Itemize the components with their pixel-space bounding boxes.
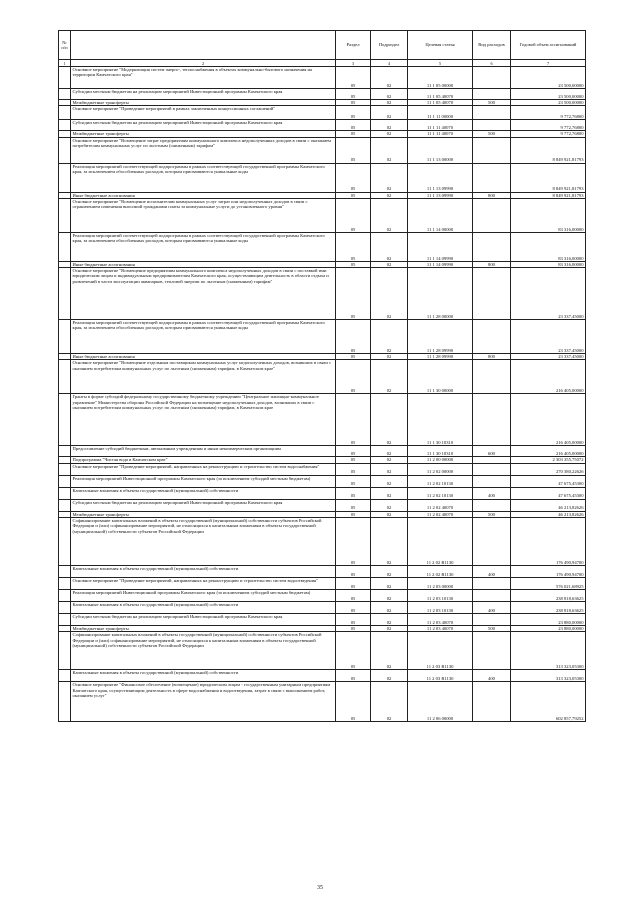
cell-amount: 83 316,00000 [511, 261, 586, 267]
cell-target-article: 11 1 14 09990 [408, 261, 473, 267]
cell-subsection: 02 [371, 320, 408, 354]
table-row [59, 499, 586, 511]
cell-amount: 176 490,94700 [511, 566, 586, 578]
cell-description: Межбюджетные трансферты [71, 100, 336, 106]
cell-description: Субсидии местным бюджетам на реализацию мероприятий Инвестиционной программы Камчатского края [71, 614, 336, 626]
table-row [59, 198, 586, 232]
cell-description: Субсидии местным бюджетам на реализацию мероприятий Инвестиционной программы Камчатского края [71, 120, 336, 131]
cell-description: Межбюджетные трансферты [71, 626, 336, 632]
cell-target-article: 11 2 03 R1130 [408, 670, 473, 682]
cell-expense-type: 600 [473, 446, 511, 457]
cell-subsection: 02 [371, 232, 408, 261]
cell-section: 05 [336, 394, 371, 446]
column-index: 2 [71, 60, 336, 67]
cell-description: Основное мероприятие "Финансовое обеспечение (возмещение) юридическим лицам - государственным унитарным предприятиям Камчатского края, осуществляющим деятельность в сфере водоснабжения и водоотведения, затрат в связи с выполнением работ, оказанием услуг" [71, 682, 336, 722]
cell-target-article: 11 1 28 09990 [408, 354, 473, 360]
cell-section: 05 [336, 632, 371, 670]
cell-subsection: 02 [371, 614, 408, 626]
cell-target-article: 11 2 02 10130 [408, 487, 473, 499]
cell-amount: 47 675,45300 [511, 475, 586, 487]
cell-description: Иные бюджетные ассигнования [71, 192, 336, 198]
cell-description: Основное мероприятие "Проведение мероприятий, направленных на реконструкцию и строительство систем водоснабжения" [71, 463, 336, 475]
budget-table-sheet [58, 30, 585, 722]
cell-expense-type [473, 499, 511, 511]
cell-number [59, 446, 71, 457]
header-row [59, 31, 586, 60]
cell-amount: 83 316,00000 [511, 198, 586, 232]
cell-number [59, 670, 71, 682]
cell-section: 05 [336, 89, 371, 100]
table-row [59, 566, 586, 578]
table-row [59, 360, 586, 394]
cell-section: 05 [336, 137, 371, 163]
cell-section: 05 [336, 67, 371, 89]
cell-amount: 83 316,00000 [511, 232, 586, 261]
cell-target-article: 11 2 03 R1130 [408, 632, 473, 670]
cell-description: Реализация мероприятий соответствующей подпрограммы в рамках соответствующей государственной программы Камчатского края, за исключением обособленных расходов, которым присваиваются уникальные коды [71, 320, 336, 354]
header-annual-amount: Годовой объем ассигнований [511, 31, 586, 60]
cell-expense-type: 400 [473, 670, 511, 682]
cell-expense-type [473, 518, 511, 566]
cell-description: Основное мероприятие "Проведение мероприятий, направленных на реконструкцию и строительство систем водоотведения" [71, 578, 336, 590]
cell-amount: 9 772,76800 [511, 120, 586, 131]
cell-target-article: 11 1 11 00000 [408, 106, 473, 120]
cell-number [59, 499, 71, 511]
cell-section: 05 [336, 670, 371, 682]
cell-target-article: 11 2 02 R1130 [408, 566, 473, 578]
cell-number [59, 602, 71, 614]
table-row [59, 602, 586, 614]
cell-target-article: 11 2 02 40070 [408, 511, 473, 517]
column-index: 4 [371, 60, 408, 67]
cell-description: Межбюджетные трансферты [71, 511, 336, 517]
cell-target-article: 11 2 02 10130 [408, 475, 473, 487]
cell-description: Софинансирование капитальных вложений в объекты государственной (муниципальной) собственности субъектов Российской Федерации и (или) софинансирование мероприятий, не относящихся к капитальным вложениям в объекты государственной (муниципальной) собственности субъектов Российской Федерации [71, 518, 336, 566]
cell-target-article: 11 2 03 10130 [408, 590, 473, 602]
page-number: 35 [317, 885, 323, 891]
cell-description: Гранты в форме субсидий федеральному государственному бюджетному учреждению "Центральное жилищно-коммунальное управление" Министерства обороны Российской Федерации на возмещение недополученных доходов, возникших в связи с оказанием потребителям коммунальных услуг по льготным (сниженным) тарифам, в Камчатском крае [71, 394, 336, 446]
cell-section: 05 [336, 354, 371, 360]
cell-expense-type [473, 320, 511, 354]
cell-amount: 23 337,45000 [511, 320, 586, 354]
cell-expense-type: 800 [473, 192, 511, 198]
cell-amount: 47 675,45300 [511, 487, 586, 499]
cell-number [59, 198, 71, 232]
cell-amount: 23 500,00000 [511, 100, 586, 106]
cell-section: 05 [336, 578, 371, 590]
cell-amount: 23 500,00000 [511, 89, 586, 100]
cell-section: 05 [336, 463, 371, 475]
column-index: 5 [408, 60, 473, 67]
cell-amount: 46 213,82626 [511, 511, 586, 517]
cell-expense-type [473, 120, 511, 131]
cell-amount: 9 772,76800 [511, 131, 586, 137]
table-row [59, 682, 586, 722]
cell-target-article: 11 1 14 09990 [408, 232, 473, 261]
cell-target-article: 11 2 03 10130 [408, 602, 473, 614]
cell-section: 05 [336, 566, 371, 578]
cell-number [59, 394, 71, 446]
cell-amount: 23 880,00000 [511, 614, 586, 626]
cell-amount: 602 857,79252 [511, 682, 586, 722]
cell-expense-type [473, 475, 511, 487]
cell-subsection: 02 [371, 626, 408, 632]
column-index: 3 [336, 60, 371, 67]
cell-section: 05 [336, 518, 371, 566]
cell-expense-type: 400 [473, 566, 511, 578]
cell-subsection: 02 [371, 682, 408, 722]
cell-section: 05 [336, 475, 371, 487]
cell-subsection: 02 [371, 511, 408, 517]
cell-expense-type: 400 [473, 602, 511, 614]
cell-target-article: 11 1 14 00000 [408, 198, 473, 232]
cell-amount: 313 323,05300 [511, 632, 586, 670]
cell-description: Реализация мероприятий соответствующей подпрограммы в рамках соответствующей государственной программы Камчатского края, за исключением обособленных расходов, которым присваиваются уникальные коды [71, 232, 336, 261]
cell-expense-type [473, 590, 511, 602]
cell-expense-type [473, 578, 511, 590]
cell-number [59, 232, 71, 261]
cell-subsection: 02 [371, 566, 408, 578]
header-target-article: Целевая статья [408, 31, 473, 60]
cell-subsection: 02 [371, 602, 408, 614]
table-row [59, 106, 586, 120]
cell-section: 05 [336, 360, 371, 394]
header-number: № п/п [59, 31, 71, 60]
cell-target-article: 11 1 13 09990 [408, 163, 473, 192]
table-row [59, 232, 586, 261]
cell-subsection: 02 [371, 106, 408, 120]
table-row [59, 578, 586, 590]
cell-description: Капитальные вложения в объекты государственной (муниципальной) собственности [71, 566, 336, 578]
cell-subsection: 02 [371, 131, 408, 137]
cell-description: Предоставление субсидий бюджетным, автономным учреждениям и иным некоммерческим организациям [71, 446, 336, 457]
cell-amount: 9 772,76800 [511, 106, 586, 120]
table-row [59, 475, 586, 487]
cell-section: 05 [336, 261, 371, 267]
budget-table [58, 30, 586, 722]
cell-subsection: 02 [371, 394, 408, 446]
cell-number [59, 106, 71, 120]
cell-subsection: 02 [371, 67, 408, 89]
cell-expense-type [473, 67, 511, 89]
cell-amount: 270 380,22626 [511, 463, 586, 475]
cell-amount: 23 337,45000 [511, 268, 586, 320]
header-subsection: Подраздел [371, 31, 408, 60]
cell-target-article: 11 1 30 10310 [408, 394, 473, 446]
column-index-row [59, 60, 586, 67]
cell-subsection: 02 [371, 446, 408, 457]
cell-subsection: 02 [371, 632, 408, 670]
cell-expense-type [473, 163, 511, 192]
cell-subsection: 02 [371, 578, 408, 590]
cell-number [59, 682, 71, 722]
cell-subsection: 02 [371, 261, 408, 267]
cell-description: Подпрограмма "Чистая вода в Камчатском крае" [71, 457, 336, 463]
cell-target-article: 11 2 03 40070 [408, 626, 473, 632]
cell-section: 05 [336, 602, 371, 614]
cell-target-article: 11 1 05 00000 [408, 67, 473, 89]
cell-number [59, 614, 71, 626]
table-row [59, 487, 586, 499]
cell-subsection: 02 [371, 354, 408, 360]
cell-description: Субсидии местным бюджетам на реализацию мероприятий Инвестиционной программы Камчатского края [71, 89, 336, 100]
cell-description: Основное мероприятие "Возмещение предприятиям коммунального комплекса недополученных доходов в связи с поставкой ими юридическим лицам и индивидуальным предпринимателям Камчатского края, осуществляющим деятельность в области отдыха и развлечений в части эксплуатации аквапарков, тепловой энергии по льготным (сниженным) тарифам" [71, 268, 336, 320]
cell-expense-type: 800 [473, 261, 511, 267]
cell-target-article: 11 2 06 00000 [408, 682, 473, 722]
cell-expense-type [473, 89, 511, 100]
cell-section: 05 [336, 131, 371, 137]
cell-subsection: 02 [371, 475, 408, 487]
cell-amount: 23 880,00000 [511, 626, 586, 632]
cell-number [59, 590, 71, 602]
cell-target-article: 11 1 13 00000 [408, 137, 473, 163]
cell-section: 05 [336, 106, 371, 120]
cell-number [59, 360, 71, 394]
header-description [71, 31, 336, 60]
cell-target-article: 11 2 03 40070 [408, 614, 473, 626]
header-section: Раздел [336, 31, 371, 60]
cell-amount: 238 818,63625 [511, 602, 586, 614]
table-row [59, 89, 586, 100]
cell-expense-type: 500 [473, 131, 511, 137]
cell-subsection: 02 [371, 670, 408, 682]
cell-section: 05 [336, 100, 371, 106]
cell-number [59, 67, 71, 89]
cell-amount: 8 849 921,81793 [511, 137, 586, 163]
cell-number [59, 320, 71, 354]
cell-target-article: 11 2 00 00000 [408, 457, 473, 463]
cell-number [59, 632, 71, 670]
cell-expense-type [473, 137, 511, 163]
table-row [59, 67, 586, 89]
cell-section: 05 [336, 320, 371, 354]
cell-target-article: 11 1 13 09990 [408, 192, 473, 198]
cell-subsection: 02 [371, 198, 408, 232]
cell-description: Иные бюджетные ассигнования [71, 354, 336, 360]
cell-amount: 216 405,00000 [511, 360, 586, 394]
cell-amount: 216 405,00000 [511, 446, 586, 457]
cell-expense-type: 500 [473, 100, 511, 106]
cell-amount: 176 490,94700 [511, 518, 586, 566]
cell-subsection: 02 [371, 163, 408, 192]
table-row [59, 268, 586, 320]
cell-section: 05 [336, 120, 371, 131]
cell-number [59, 566, 71, 578]
cell-description: Основное мероприятие "Возмещение исполнителям коммунальных услуг затрат или недополученных доходов в связи с ограничением изменения вносимой гражданами платы за коммунальные услуги до установленного уровня" [71, 198, 336, 232]
cell-subsection: 02 [371, 120, 408, 131]
cell-target-article: 11 2 02 40070 [408, 499, 473, 511]
table-body [59, 67, 586, 722]
table-row [59, 670, 586, 682]
cell-subsection: 02 [371, 89, 408, 100]
cell-target-article: 11 1 11 40070 [408, 131, 473, 137]
cell-subsection: 02 [371, 268, 408, 320]
cell-section: 05 [336, 487, 371, 499]
cell-description: Софинансирование капитальных вложений в объекты государственной (муниципальной) собственности субъектов Российской Федерации и (или) софинансирование мероприятий, не относящихся к капитальным вложениям в объекты государственной (муниципальной) собственности субъектов Российской Федерации [71, 632, 336, 670]
cell-number [59, 137, 71, 163]
cell-target-article: 11 2 02 00000 [408, 463, 473, 475]
cell-subsection: 02 [371, 590, 408, 602]
cell-number [59, 163, 71, 192]
cell-target-article: 11 1 28 00000 [408, 268, 473, 320]
cell-number [59, 578, 71, 590]
cell-subsection: 02 [371, 518, 408, 566]
cell-amount: 238 818,63625 [511, 590, 586, 602]
cell-expense-type [473, 394, 511, 446]
cell-expense-type [473, 463, 511, 475]
cell-target-article: 11 1 05 40070 [408, 89, 473, 100]
cell-subsection: 02 [371, 457, 408, 463]
column-index: 6 [473, 60, 511, 67]
cell-target-article: 11 2 03 00000 [408, 578, 473, 590]
cell-amount: 8 849 921,81793 [511, 163, 586, 192]
cell-expense-type [473, 232, 511, 261]
cell-amount: 576 021,68925 [511, 578, 586, 590]
column-index: 1 [59, 60, 71, 67]
cell-section: 05 [336, 499, 371, 511]
cell-expense-type [473, 614, 511, 626]
cell-description: Основное мероприятие "Модернизация систем энерго-, теплоснабжения в объектах коммунально-бытового назначения на территории Камчатского края" [71, 67, 336, 89]
cell-amount: 46 213,82626 [511, 499, 586, 511]
cell-section: 05 [336, 268, 371, 320]
cell-amount: 2 303 355,75072 [511, 457, 586, 463]
cell-description: Реализация мероприятий Инвестиционной программы Камчатского края (за исключением субсидий местным бюджетам) [71, 590, 336, 602]
cell-subsection: 02 [371, 360, 408, 394]
cell-expense-type [473, 632, 511, 670]
table-row [59, 463, 586, 475]
cell-section: 05 [336, 590, 371, 602]
cell-subsection: 02 [371, 487, 408, 499]
cell-description: Субсидии местным бюджетам на реализацию мероприятий Инвестиционной программы Камчатского края [71, 499, 336, 511]
cell-description: Основное мероприятие "Проведение мероприятий в рамках заключенных концессионных соглашений" [71, 106, 336, 120]
cell-target-article: 11 1 11 40070 [408, 120, 473, 131]
table-row [59, 120, 586, 131]
cell-expense-type: 500 [473, 626, 511, 632]
cell-section: 05 [336, 198, 371, 232]
table-row [59, 394, 586, 446]
cell-section: 05 [336, 192, 371, 198]
cell-amount: 23 500,00000 [511, 67, 586, 89]
cell-subsection: 02 [371, 463, 408, 475]
cell-amount: 23 337,45000 [511, 354, 586, 360]
cell-description: Капитальные вложения в объекты государственной (муниципальной) собственности [71, 487, 336, 499]
cell-number [59, 120, 71, 131]
cell-number [59, 89, 71, 100]
column-index: 7 [511, 60, 586, 67]
table-row [59, 632, 586, 670]
cell-section: 05 [336, 163, 371, 192]
cell-number [59, 475, 71, 487]
cell-description: Капитальные вложения в объекты государственной (муниципальной) собственности [71, 670, 336, 682]
cell-description: Основное мероприятие "Возмещение затрат предприятиям коммунального комплекса недополученных доходов в связи с оказанием потребителям коммунальных услуг по льготным (сниженным) тарифам" [71, 137, 336, 163]
cell-section: 05 [336, 511, 371, 517]
cell-number [59, 518, 71, 566]
cell-expense-type: 400 [473, 487, 511, 499]
cell-expense-type [473, 198, 511, 232]
table-row [59, 137, 586, 163]
cell-section: 05 [336, 457, 371, 463]
cell-target-article: 11 1 28 09990 [408, 320, 473, 354]
table-row [59, 590, 586, 602]
cell-amount: 8 849 921,81793 [511, 192, 586, 198]
cell-description: Реализация мероприятий Инвестиционной программы Камчатского края (за исключением субсидий местным бюджетам) [71, 475, 336, 487]
cell-subsection: 02 [371, 100, 408, 106]
cell-target-article: 11 2 02 R1130 [408, 518, 473, 566]
cell-number [59, 487, 71, 499]
cell-target-article: 11 1 30 00000 [408, 360, 473, 394]
cell-section: 05 [336, 232, 371, 261]
table-row [59, 518, 586, 566]
cell-expense-type: 800 [473, 354, 511, 360]
header-expense-type: Вид расходов [473, 31, 511, 60]
cell-section: 05 [336, 614, 371, 626]
cell-subsection: 02 [371, 137, 408, 163]
cell-number [59, 268, 71, 320]
cell-target-article: 11 1 05 40070 [408, 100, 473, 106]
cell-expense-type [473, 106, 511, 120]
cell-description: Иные бюджетные ассигнования [71, 261, 336, 267]
cell-expense-type [473, 682, 511, 722]
cell-expense-type [473, 360, 511, 394]
cell-amount: 216 405,00000 [511, 394, 586, 446]
table-row [59, 446, 586, 457]
table-row [59, 614, 586, 626]
cell-description: Межбюджетные трансферты [71, 131, 336, 137]
cell-description: Основное мероприятие "Возмещение отдельным поставщикам коммунальных услуг недополученных доходов, возникших в связи с оказанием потребителям коммунальных услуг по льготным (сниженным) тарифам, в Камчатском крае" [71, 360, 336, 394]
cell-section: 05 [336, 626, 371, 632]
cell-target-article: 11 1 30 10310 [408, 446, 473, 457]
cell-expense-type [473, 268, 511, 320]
cell-amount: 313 323,05300 [511, 670, 586, 682]
cell-subsection: 02 [371, 192, 408, 198]
cell-number [59, 463, 71, 475]
cell-section: 05 [336, 446, 371, 457]
cell-subsection: 02 [371, 499, 408, 511]
cell-description: Реализация мероприятий соответствующей подпрограммы в рамках соответствующей государственной программы Камчатского края, за исключением обособленных расходов, которым присваиваются уникальные коды [71, 163, 336, 192]
table-row [59, 163, 586, 192]
table-row [59, 320, 586, 354]
cell-expense-type: 500 [473, 511, 511, 517]
cell-section: 05 [336, 682, 371, 722]
cell-description: Капитальные вложения в объекты государственной (муниципальной) собственности [71, 602, 336, 614]
